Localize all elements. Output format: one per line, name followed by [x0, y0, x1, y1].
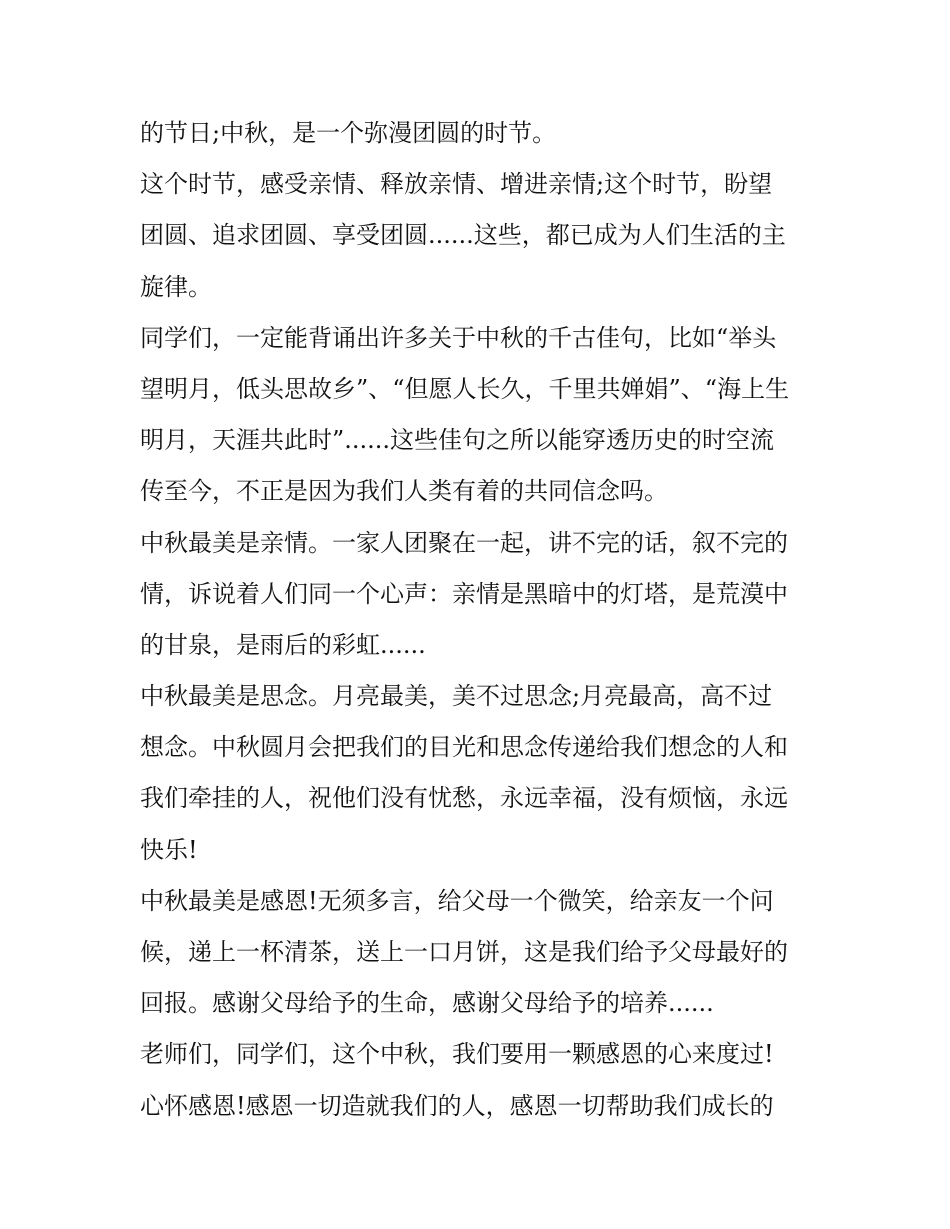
text-line: 传至今，不正是因为我们人类有着的共同信念吗。 — [140, 477, 668, 506]
text-line: 回报。感谢父母给予的生命，感谢父母给予的培养...... — [140, 989, 714, 1018]
text-line: 旋律。 — [140, 272, 212, 301]
text-line: 的甘泉，是雨后的彩虹...... — [140, 630, 426, 659]
text-line: 中秋最美是感恩!无须多言，给父母一个微笑，给亲友一个问 — [140, 886, 774, 915]
text-line: 中秋最美是亲情。一家人团聚在一起，讲不完的话，叙不完的 — [140, 528, 788, 557]
text-line: 同学们，一定能背诵出许多关于中秋的千古佳句，比如“举头 — [140, 323, 777, 352]
text-line: 这个时节，感受亲情、释放亲情、增进亲情;这个时节，盼望 — [140, 170, 773, 199]
text-line: 候，递上一杯清茶，送上一口月饼，这是我们给予父母最好的 — [140, 938, 788, 966]
text-line: 望明月，低头思故乡”、“但愿人长久，千里共婵娟”、“海上生 — [140, 374, 790, 403]
text-line: 情，诉说着人们同一个心声：亲情是黑暗中的灯塔，是荒漠中 — [140, 579, 788, 608]
text-line: 中秋最美是思念。月亮最美，美不过思念;月亮最高，高不过 — [140, 682, 773, 711]
text-line: 的节日;中秋，是一个弥漫团圆的时节。 — [140, 119, 557, 147]
text-line: 快乐! — [140, 835, 198, 864]
text-line: 团圆、追求团圆、享受团圆......这些，都已成为人们生活的主 — [140, 221, 786, 250]
text-line: 我们牵挂的人，祝他们没有忧愁，永远幸福，没有烦恼，永远 — [140, 784, 788, 813]
text-line: 心怀感恩!感恩一切造就我们的人，感恩一切帮助我们成长的 — [140, 1091, 774, 1120]
text-line: 老师们，同学们，这个中秋，我们要用一颗感恩的心来度过! — [140, 1040, 774, 1069]
text-line: 明月，天涯共此时”......这些佳句之所以能穿透历史的时空流 — [140, 426, 775, 455]
document-body-text — [140, 108, 820, 1132]
text-line: 想念。中秋圆月会把我们的目光和思念传递给我们想念的人和 — [140, 733, 788, 762]
